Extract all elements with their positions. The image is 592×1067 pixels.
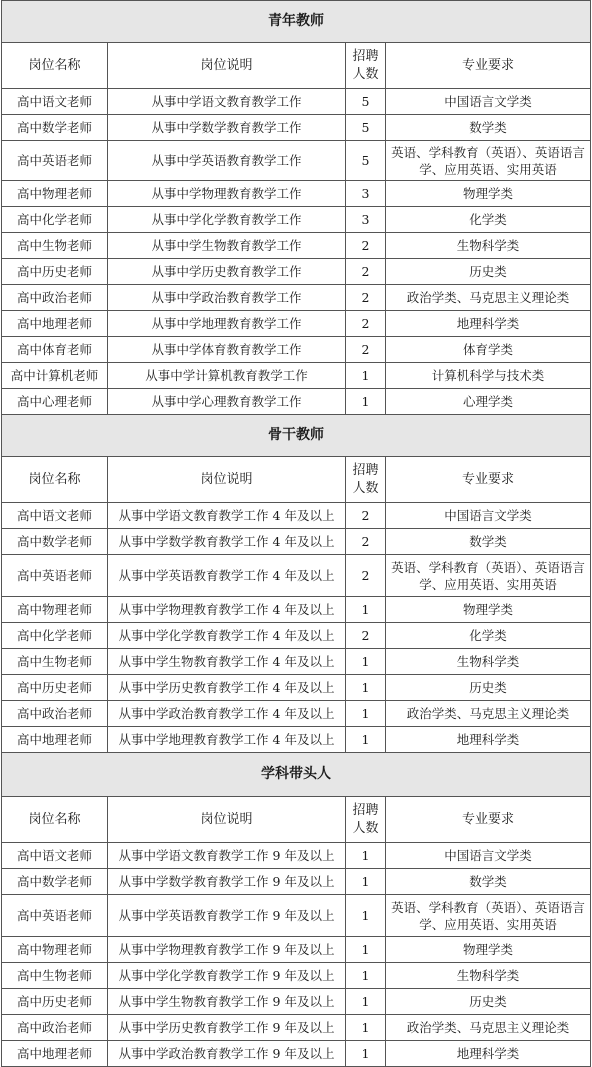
description-cell: 从事中学心理教育教学工作 [108,389,346,415]
description-cell: 从事中学物理教育教学工作 4 年及以上 [108,597,346,623]
requirement-cell: 物理学类 [386,937,591,963]
position-cell: 高中数学老师 [2,529,108,555]
table-row [2,89,591,115]
requirement-cell: 历史类 [386,259,591,285]
header-position: 岗位名称 [2,43,108,89]
position-cell: 高中体育老师 [2,337,108,363]
requirement-cell: 地理科学类 [386,311,591,337]
description-cell: 从事中学数学教育教学工作 [108,115,346,141]
position-cell: 高中生物老师 [2,963,108,989]
description-cell: 从事中学生物教育教学工作 4 年及以上 [108,649,346,675]
description-cell: 从事中学历史教育教学工作 4 年及以上 [108,675,346,701]
header-requirement: 专业要求 [386,457,591,503]
description-cell: 从事中学政治教育教学工作 9 年及以上 [108,1041,346,1067]
requirement-cell: 地理科学类 [386,1041,591,1067]
position-cell: 高中地理老师 [2,727,108,753]
table-row [2,181,591,207]
count-cell: 2 [346,259,386,285]
header-description: 岗位说明 [108,43,346,89]
position-cell: 高中历史老师 [2,989,108,1015]
table-row [2,555,591,597]
header-requirement: 专业要求 [386,43,591,89]
position-cell: 高中政治老师 [2,1015,108,1041]
count-cell: 1 [346,727,386,753]
position-cell: 高中物理老师 [2,181,108,207]
position-cell: 高中生物老师 [2,649,108,675]
count-cell: 1 [346,1041,386,1067]
recruitment-sheet [1,0,590,1067]
description-cell: 从事中学语文教育教学工作 4 年及以上 [108,503,346,529]
count-cell: 2 [346,311,386,337]
requirement-cell: 生物科学类 [386,963,591,989]
position-cell: 高中物理老师 [2,937,108,963]
section-title-row [2,415,591,457]
requirement-cell: 政治学类、马克思主义理论类 [386,285,591,311]
description-cell: 从事中学地理教育教学工作 [108,311,346,337]
position-cell: 高中物理老师 [2,597,108,623]
count-cell: 2 [346,503,386,529]
header-count-line2: 人数 [352,480,379,496]
table-row [2,675,591,701]
table-row [2,141,591,181]
count-cell: 3 [346,207,386,233]
recruitment-table [1,0,591,1067]
position-cell: 高中数学老师 [2,869,108,895]
table-row [2,1015,591,1041]
position-cell: 高中语文老师 [2,843,108,869]
requirement-cell: 化学类 [386,623,591,649]
table-row [2,529,591,555]
count-cell: 1 [346,649,386,675]
count-cell: 1 [346,963,386,989]
requirement-cell: 物理学类 [386,181,591,207]
requirement-cell: 政治学类、马克思主义理论类 [386,1015,591,1041]
count-cell: 2 [346,555,386,597]
requirement-cell: 英语、学科教育（英语）、英语语言学、应用英语、实用英语 [386,141,591,181]
requirement-cell: 地理科学类 [386,727,591,753]
header-count [346,457,386,503]
description-cell: 从事中学历史教育教学工作 9 年及以上 [108,1015,346,1041]
header-count-line1: 招聘 [352,462,379,478]
table-row [2,843,591,869]
section-title-row [2,753,591,797]
requirement-cell: 数学类 [386,869,591,895]
requirement-cell: 心理学类 [386,389,591,415]
count-cell: 1 [346,869,386,895]
description-cell: 从事中学数学教育教学工作 9 年及以上 [108,869,346,895]
description-cell: 从事中学政治教育教学工作 [108,285,346,311]
position-cell: 高中数学老师 [2,115,108,141]
description-cell: 从事中学生物教育教学工作 9 年及以上 [108,989,346,1015]
header-count-line1: 招聘 [352,802,379,818]
description-cell: 从事中学计算机教育教学工作 [108,363,346,389]
header-count-line1: 招聘 [352,48,379,64]
table-row [2,389,591,415]
count-cell: 2 [346,285,386,311]
description-cell: 从事中学语文教育教学工作 [108,89,346,115]
header-description: 岗位说明 [108,797,346,843]
count-cell: 1 [346,843,386,869]
table-row [2,895,591,937]
count-cell: 2 [346,233,386,259]
requirement-cell: 数学类 [386,529,591,555]
position-cell: 高中地理老师 [2,311,108,337]
section-title: 骨干教师 [2,415,591,457]
table-row [2,701,591,727]
requirement-cell: 体育学类 [386,337,591,363]
requirement-cell: 历史类 [386,675,591,701]
description-cell: 从事中学物理教育教学工作 9 年及以上 [108,937,346,963]
table-row [2,207,591,233]
requirement-cell: 英语、学科教育（英语）、英语语言学、应用英语、实用英语 [386,895,591,937]
description-cell: 从事中学物理教育教学工作 [108,181,346,207]
description-cell: 从事中学政治教育教学工作 4 年及以上 [108,701,346,727]
description-cell: 从事中学化学教育教学工作 [108,207,346,233]
table-row [2,503,591,529]
count-cell: 5 [346,115,386,141]
column-header-row [2,797,591,843]
table-row [2,597,591,623]
position-cell: 高中历史老师 [2,259,108,285]
count-cell: 2 [346,529,386,555]
position-cell: 高中历史老师 [2,675,108,701]
description-cell: 从事中学语文教育教学工作 9 年及以上 [108,843,346,869]
section-title: 学科带头人 [2,753,591,797]
position-cell: 高中语文老师 [2,89,108,115]
requirement-cell: 化学类 [386,207,591,233]
description-cell: 从事中学化学教育教学工作 9 年及以上 [108,963,346,989]
header-count-line2: 人数 [352,820,379,836]
header-count [346,43,386,89]
count-cell: 1 [346,989,386,1015]
table-row [2,115,591,141]
table-row [2,259,591,285]
header-position: 岗位名称 [2,797,108,843]
description-cell: 从事中学化学教育教学工作 4 年及以上 [108,623,346,649]
table-row [2,989,591,1015]
table-row [2,937,591,963]
position-cell: 高中英语老师 [2,141,108,181]
requirement-cell: 生物科学类 [386,233,591,259]
requirement-cell: 计算机科学与技术类 [386,363,591,389]
requirement-cell: 物理学类 [386,597,591,623]
count-cell: 2 [346,623,386,649]
description-cell: 从事中学地理教育教学工作 4 年及以上 [108,727,346,753]
position-cell: 高中化学老师 [2,207,108,233]
count-cell: 5 [346,141,386,181]
requirement-cell: 英语、学科教育（英语）、英语语言学、应用英语、实用英语 [386,555,591,597]
header-count [346,797,386,843]
table-row [2,337,591,363]
description-cell: 从事中学英语教育教学工作 9 年及以上 [108,895,346,937]
table-row [2,623,591,649]
count-cell: 2 [346,337,386,363]
count-cell: 1 [346,1015,386,1041]
position-cell: 高中英语老师 [2,895,108,937]
count-cell: 5 [346,89,386,115]
table-row [2,963,591,989]
table-row [2,311,591,337]
header-description: 岗位说明 [108,457,346,503]
requirement-cell: 历史类 [386,989,591,1015]
table-row [2,869,591,895]
table-row [2,1041,591,1067]
position-cell: 高中生物老师 [2,233,108,259]
count-cell: 1 [346,363,386,389]
position-cell: 高中心理老师 [2,389,108,415]
requirement-cell: 数学类 [386,115,591,141]
description-cell: 从事中学数学教育教学工作 4 年及以上 [108,529,346,555]
table-row [2,363,591,389]
header-count-line2: 人数 [352,66,379,82]
description-cell: 从事中学英语教育教学工作 4 年及以上 [108,555,346,597]
column-header-row [2,43,591,89]
description-cell: 从事中学英语教育教学工作 [108,141,346,181]
table-row [2,727,591,753]
count-cell: 3 [346,181,386,207]
requirement-cell: 政治学类、马克思主义理论类 [386,701,591,727]
description-cell: 从事中学历史教育教学工作 [108,259,346,285]
requirement-cell: 生物科学类 [386,649,591,675]
position-cell: 高中政治老师 [2,285,108,311]
position-cell: 高中英语老师 [2,555,108,597]
count-cell: 1 [346,389,386,415]
header-requirement: 专业要求 [386,797,591,843]
count-cell: 1 [346,937,386,963]
count-cell: 1 [346,701,386,727]
section-title-row [2,1,591,43]
position-cell: 高中化学老师 [2,623,108,649]
table-row [2,649,591,675]
count-cell: 1 [346,597,386,623]
requirement-cell: 中国语言文学类 [386,843,591,869]
position-cell: 高中语文老师 [2,503,108,529]
position-cell: 高中政治老师 [2,701,108,727]
position-cell: 高中计算机老师 [2,363,108,389]
header-position: 岗位名称 [2,457,108,503]
count-cell: 1 [346,895,386,937]
section-title: 青年教师 [2,1,591,43]
table-row [2,285,591,311]
table-row [2,233,591,259]
count-cell: 1 [346,675,386,701]
column-header-row [2,457,591,503]
description-cell: 从事中学体育教育教学工作 [108,337,346,363]
position-cell: 高中地理老师 [2,1041,108,1067]
requirement-cell: 中国语言文学类 [386,89,591,115]
description-cell: 从事中学生物教育教学工作 [108,233,346,259]
requirement-cell: 中国语言文学类 [386,503,591,529]
